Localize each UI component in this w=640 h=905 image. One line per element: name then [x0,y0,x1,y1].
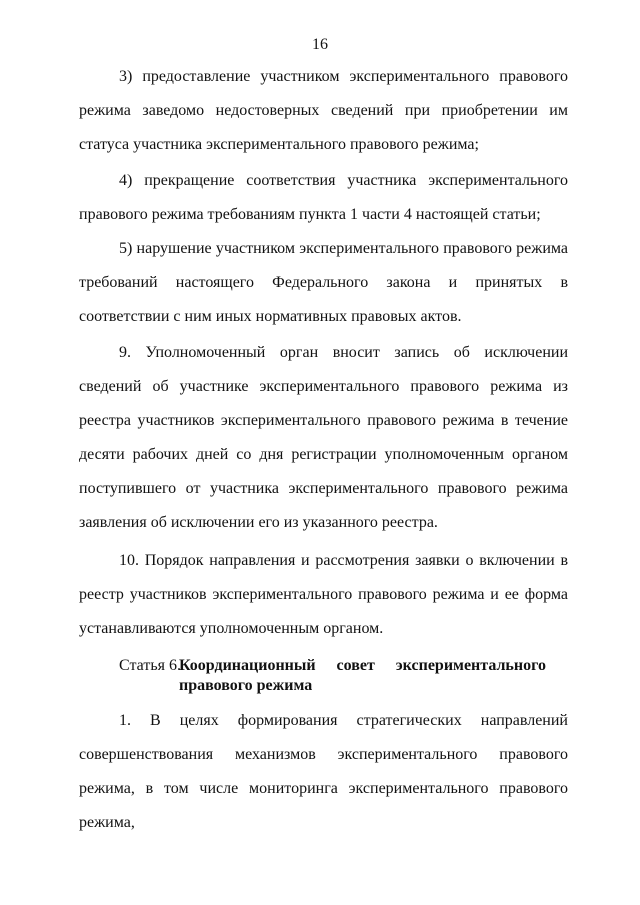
article-title-word-2: совет [336,657,375,674]
article-title-line-1 [179,656,546,676]
article-label: Статья 6. [119,657,181,674]
paragraph-article-6-1: 1. В целях формирования стратегических направлений совершенствования механизмов экспериментального правового режима, в том числе мониторинга экспериментального правового режима, [79,712,568,831]
article-title-word-1: Координационный [179,657,316,674]
article-title-line-2: правового режима [179,677,313,694]
paragraph-3: 3) предоставление участником экспериментального правового режима заведомо недостоверных сведений при приобретении им статуса участника экспериментального правового режима; [79,68,568,153]
article-title-word-3: экспериментального [395,657,546,674]
paragraph-5: 5) нарушение участником экспериментального правового режима требований настоящего Федерального закона и принятых в соответствии с ним иных нормативных правовых актов. [79,240,568,325]
paragraph-4: 4) прекращение соответствия участника экспериментального правового режима требованиям пункта 1 части 4 настоящей статьи; [79,172,568,223]
paragraph-10: 10. Порядок направления и рассмотрения заявки о включении в реестр участников экспериментального правового режима и ее форма устанавливаются уполномоченным органом. [79,552,568,637]
paragraph-9: 9. Уполномоченный орган вносит запись об исключении сведений об участнике экспериментального правового режима из реестра участников экспериментального правового режима в течение десяти рабочих дней со дня регистрации уполномоченным органом поступившего от участника экспериментального правового режима заявления об исключении его из указанного реестра. [79,344,568,531]
page-number: 16 [312,36,328,53]
